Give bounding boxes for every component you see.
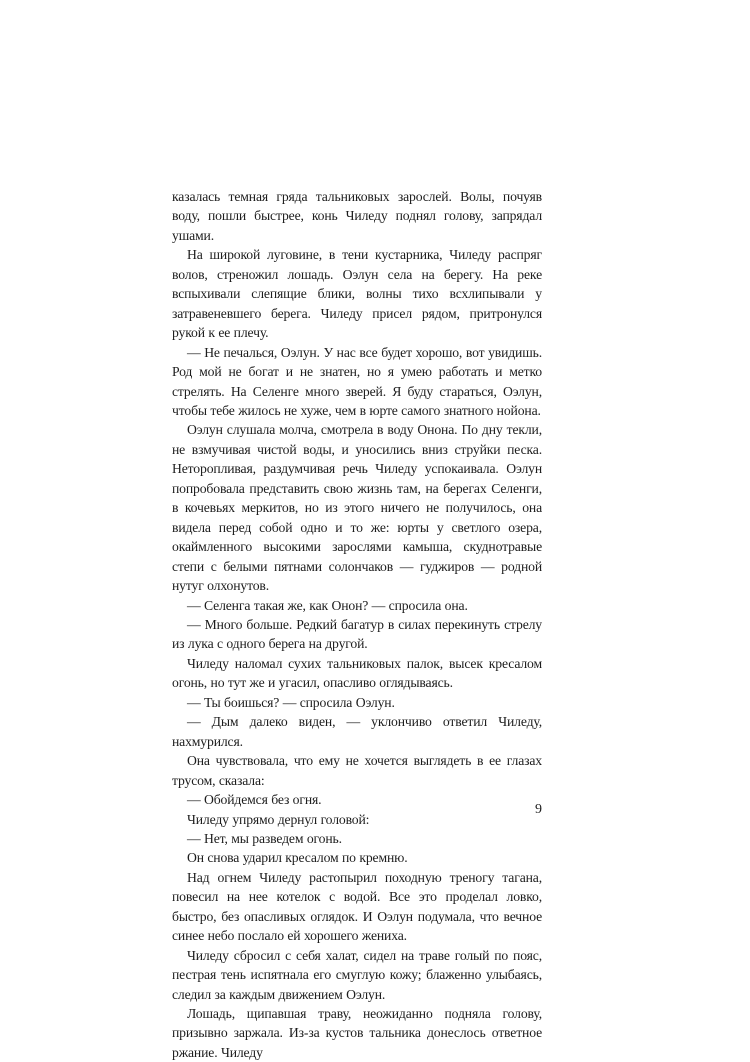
paragraph-7: Чиледу наломал сухих тальниковых палок, высек кресалом огонь, но тут же и угасил, опасливо оглядываясь. (172, 655, 542, 691)
dialogue-line-2: — Селенга такая же, как Онон? — спросила она. (187, 597, 468, 613)
paragraph-10: Она чувствовала, что ему не хочется выглядеть в ее глазах трусом, сказала: (172, 753, 542, 788)
paragraph-16: Чиледу сбросил с себя халат, сидел на траве голый по пояс, пестрая тень испятнала его смуглую кожу; блаженно улыбаясь, следил за каждым движением Оэлун. (172, 947, 542, 1002)
body-text (172, 187, 542, 1062)
dialogue-line-6: — Обойдемся без огня. (187, 792, 322, 808)
dialogue-line-4: — Ты боишься? — спросила Оэлун. (187, 694, 395, 710)
paragraph-12: Чиледу упрямо дернул головой: (187, 811, 370, 827)
paragraph-4: Оэлун слушала молча, смотрела в воду Онона. По дну текли, не взмучивая чистой воды, и уносились вниз струйки песка. Неторопливая, раздумчивая речь Чиледу успокаивала. Оэлун попробовала представить свою жизнь там, на берегах Селенги, в кочевьях меркитов, но из этого ничего не получилось, она видела перед собой одно и то же: юрты у светлого озера, окаймленного высокими зарослями камыша, скуднотравые степи с белыми пятнами солончаков — гуджиров — родной нутуг олхонутов. (172, 422, 542, 594)
paragraph-1: казалась темная гряда тальниковых зарослей. Волы, почуяв воду, пошли быстрее, конь Чиледу поднял голову, запрядал ушами. (172, 189, 542, 243)
dialogue-line-1: — Не печалься, Оэлун. У нас все будет хорошо, вот увидишь. Род мой не богат и не знатен, но я умею работать и метко стрелять. На Селенге много зверей. Я буду стараться, Оэлун, чтобы тебе жилось не хуже, чем в юрте самого знатного нойона. (172, 344, 542, 418)
paragraph-14: Он снова ударил кресалом по кремню. (187, 850, 408, 866)
page-number: 9 (535, 802, 542, 817)
dialogue-line-5: — Дым далеко виден, — уклончиво ответил Чиледу, нахмурился. (172, 714, 542, 749)
paragraph-2: На широкой луговине, в тени кустарника, Чиледу распряг волов, стреножил лошадь. Оэлун села на берегу. На реке вспыхивали слепящие блики, волны тихо всхлипывали у затравеневшего берега. Чиледу присел рядом, притронулся рукой к ее плечу. (172, 247, 542, 341)
paragraph-15: Над огнем Чиледу растопырил походную треногу тагана, повесил на нее котелок с водой. Все это проделал ловко, быстро, без опасливых оглядок. И Оэлун подумала, что вечное синее небо послало ей хорошего жениха. (172, 869, 542, 944)
dialogue-line-7: — Нет, мы разведем огонь. (187, 830, 342, 846)
paragraph-17: Лошадь, щипавшая траву, неожиданно подняла голову, призывно заржала. Из-за кустов тальника донеслось ответное ржание. Чиледу (172, 1006, 542, 1060)
dialogue-line-3: — Много больше. Редкий багатур в силах перекинуть стрелу из лука с одного берега на другой. (172, 616, 542, 652)
